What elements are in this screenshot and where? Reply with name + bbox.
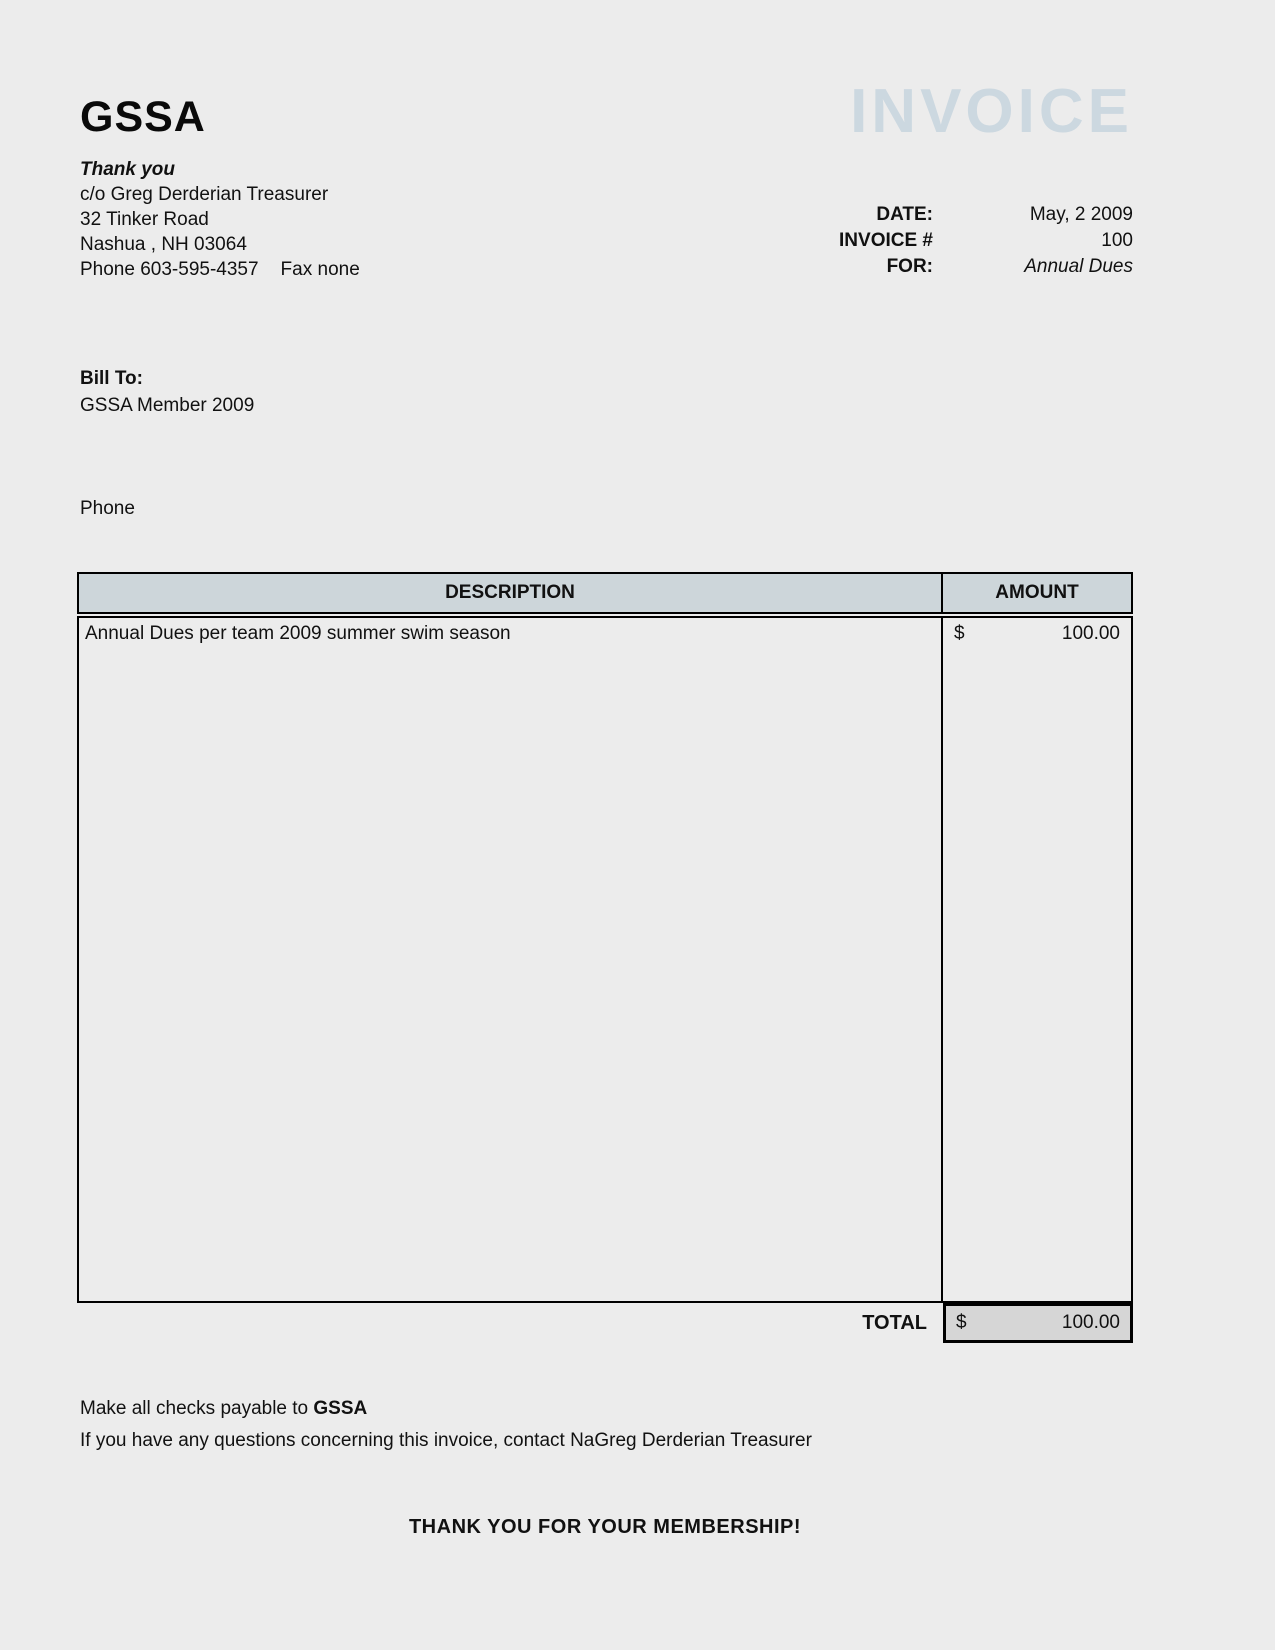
table-header-row xyxy=(77,572,1133,614)
sender-address-line2: 32 Tinker Road xyxy=(80,209,209,230)
checks-payable-text: Make all checks payable to xyxy=(80,1398,314,1419)
total-currency: $ xyxy=(956,1312,967,1333)
sender-phone-fax-line xyxy=(80,257,360,282)
contact-name: Greg Derderian Treasurer xyxy=(594,1430,812,1451)
total-label: TOTAL xyxy=(862,1312,927,1334)
bill-to-phone-label: Phone xyxy=(80,498,135,519)
bill-to-label: Bill To: xyxy=(80,368,143,389)
questions-text: If you have any questions concerning this invoice, contact Na xyxy=(80,1430,595,1451)
company-name: GSSA xyxy=(80,93,206,141)
checks-payee: GSSA xyxy=(313,1398,368,1419)
table-body xyxy=(77,616,1133,1303)
meta-date-label: DATE: xyxy=(876,204,933,225)
sender-address-line3: Nashua , NH 03064 xyxy=(80,234,247,255)
meta-date-value: May, 2 2009 xyxy=(1029,204,1133,225)
invoice-meta xyxy=(839,204,1133,278)
line-item-amount-cell xyxy=(943,618,1131,1301)
meta-invoice-number-label: INVOICE # xyxy=(839,230,933,251)
column-header-amount: AMOUNT xyxy=(995,582,1079,603)
sender-address-line1: c/o Greg Derderian Treasurer xyxy=(80,184,329,205)
sender-phone: Phone 603-595-4357 xyxy=(80,259,259,280)
thank-you-line: THANK YOU FOR YOUR MEMBERSHIP! xyxy=(408,1516,802,1538)
meta-for-label: FOR: xyxy=(886,256,933,277)
invoice-title: INVOICE xyxy=(850,77,1133,146)
total-amount-cell xyxy=(943,1303,1133,1343)
sender-fax: Fax none xyxy=(280,259,360,280)
sender-tagline: Thank you xyxy=(80,159,176,180)
bill-to-name: GSSA Member 2009 xyxy=(80,395,255,416)
line-item-description: Annual Dues per team 2009 summer swim season xyxy=(79,618,943,1301)
questions-line xyxy=(80,1430,812,1452)
checks-payable-line xyxy=(80,1398,367,1420)
line-item-amount: 100.00 xyxy=(1061,623,1120,644)
meta-for-value: Annual Dues xyxy=(1024,256,1133,277)
column-header-description: DESCRIPTION xyxy=(79,574,943,612)
line-item-currency: $ xyxy=(954,623,965,644)
sender-address-block xyxy=(80,157,360,282)
total-amount: 100.00 xyxy=(1061,1312,1120,1333)
meta-invoice-number-value: 100 xyxy=(1101,230,1133,251)
